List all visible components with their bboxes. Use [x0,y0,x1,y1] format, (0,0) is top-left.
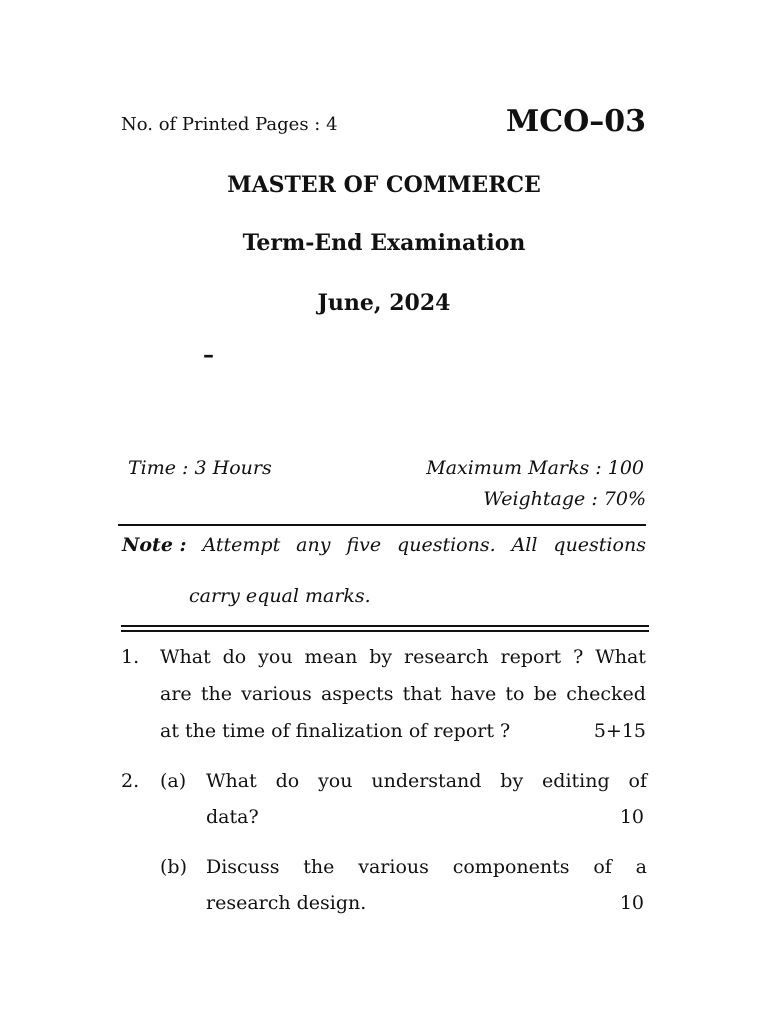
word: checked [566,683,646,705]
word: various [241,683,312,705]
part-label: (b) [160,856,187,878]
word: What [206,770,257,792]
word: a [635,856,647,878]
note-line-1 [122,534,646,556]
question-text: at the time of finalization of report ? [160,720,511,742]
word: of [593,856,612,878]
question-1-line-2 [160,683,646,705]
note-word: questions. [397,534,496,556]
question-marks: 5+15 [593,720,646,742]
word: What [160,646,211,668]
question-text: research design. [206,892,367,914]
word: that [402,683,442,705]
word: are [160,683,192,705]
question-2b-line-2 [206,892,644,914]
word: do [222,646,247,668]
word: of [628,770,647,792]
word: have [450,683,497,705]
divider-double-bottom [121,630,649,632]
note-word: any [296,534,331,556]
word: you [318,770,353,792]
word: research [404,646,489,668]
question-marks: 10 [619,806,644,828]
question-2a-line-1 [206,770,647,792]
word: be [533,683,558,705]
word: aspects [320,683,394,705]
divider-top [118,524,646,526]
note-word: All [511,534,538,556]
note-word: five [346,534,382,556]
question-number: 2. [121,770,140,792]
maximum-marks: Maximum Marks : 100 [426,457,644,479]
word: do [275,770,300,792]
course-code: MCO–03 [506,104,646,139]
word: ? [573,646,584,668]
word: by [500,770,524,792]
word: the [303,856,335,878]
word: components [452,856,570,878]
word: understand [371,770,482,792]
word: to [505,683,525,705]
word: various [358,856,429,878]
session-title: June, 2024 [317,290,451,316]
note-line-2: carry equal marks. [189,585,371,607]
note-label: Note : [122,534,187,556]
word: editing [542,770,610,792]
word: the [200,683,232,705]
word: you [258,646,293,668]
question-text: data? [206,806,259,828]
question-1-line-3 [160,720,646,742]
question-2b-line-1 [206,856,647,878]
word: What [595,646,646,668]
exam-title: Term-End Examination [242,230,526,256]
word: by [369,646,393,668]
question-marks: 10 [619,892,644,914]
part-label: (a) [160,770,187,792]
word: Discuss [206,856,280,878]
dash-mark: – [203,342,214,368]
divider-double-top [121,625,649,627]
time-allowed: Time : 3 Hours [128,457,272,479]
word: mean [304,646,358,668]
note-word: Attempt [202,534,281,556]
word: report [500,646,562,668]
question-1-line-1 [160,646,646,668]
program-title: MASTER OF COMMERCE [227,172,541,198]
printed-pages: No. of Printed Pages : 4 [121,114,338,135]
note-word: questions [553,534,646,556]
weightage: Weightage : 70% [483,488,646,510]
question-number: 1. [121,646,140,668]
question-2a-line-2 [206,806,644,828]
